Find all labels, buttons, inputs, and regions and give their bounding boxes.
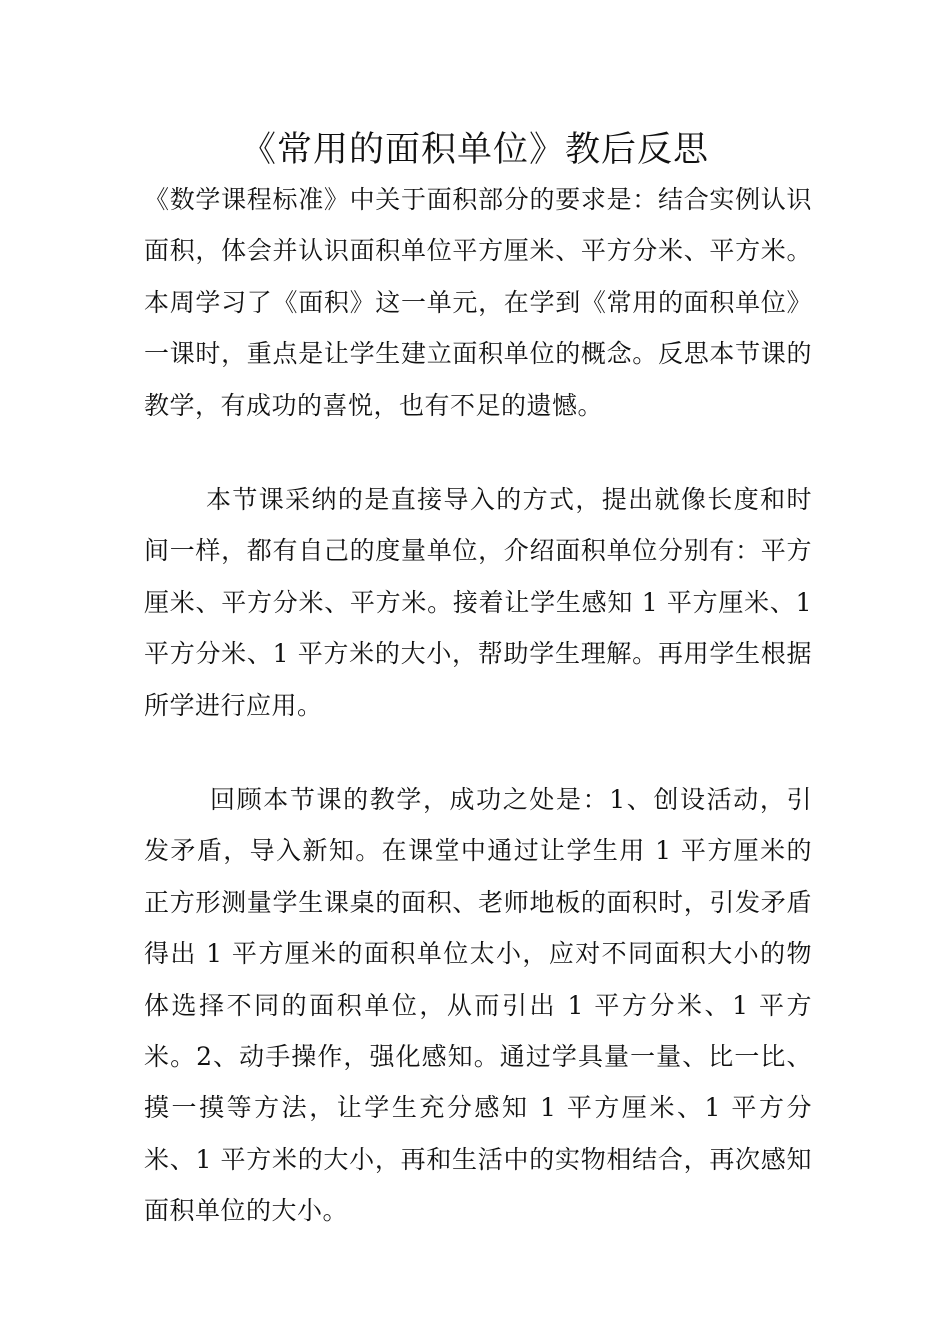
paragraph-lesson-review: 回顾本节课的教学，成功之处是：1、创设活动，引发矛盾，导入新知。在课堂中通过让学生用 1 平方厘米的正方形测量学生课桌的面积、老师地板的面积时，引发矛盾得出 1 平方厘米的面积单位太小，应对不同面积大小的物体选择不同的面积单位，从而引出 1 平方分米、1 平方米。2、动手操作，强化感知。通过学具量一量、比一比、摸一摸等方法，让学生充分感知 1 平方厘米、1 平方分米、1 平方米的大小，再和生活中的实物相结合，再次感知面积单位的大小。 [144,785,812,1226]
paragraph-lesson-introduction: 本节课采纳的是直接导入的方式，提出就像长度和时间一样，都有自己的度量单位，介绍面积单位分别有：平方厘米、平方分米、平方米。接着让学生感知 1 平方厘米、1 平方分米、1 平方米的大小，帮助学生理解。再用学生根据所学进行应用。 [144,485,812,720]
document-title: 《常用的面积单位》教后反思 [240,130,709,170]
paragraph-curriculum-standard: 《数学课程标准》中关于面积部分的要求是：结合实例认识面积，体会并认识面积单位平方厘米、平方分米、平方米。本周学习了《面积》这一单元，在学到《常用的面积单位》一课时，重点是让学生建立面积单位的概念。反思本节课的教学，有成功的喜悦，也有不足的遗憾。 [144,185,812,420]
